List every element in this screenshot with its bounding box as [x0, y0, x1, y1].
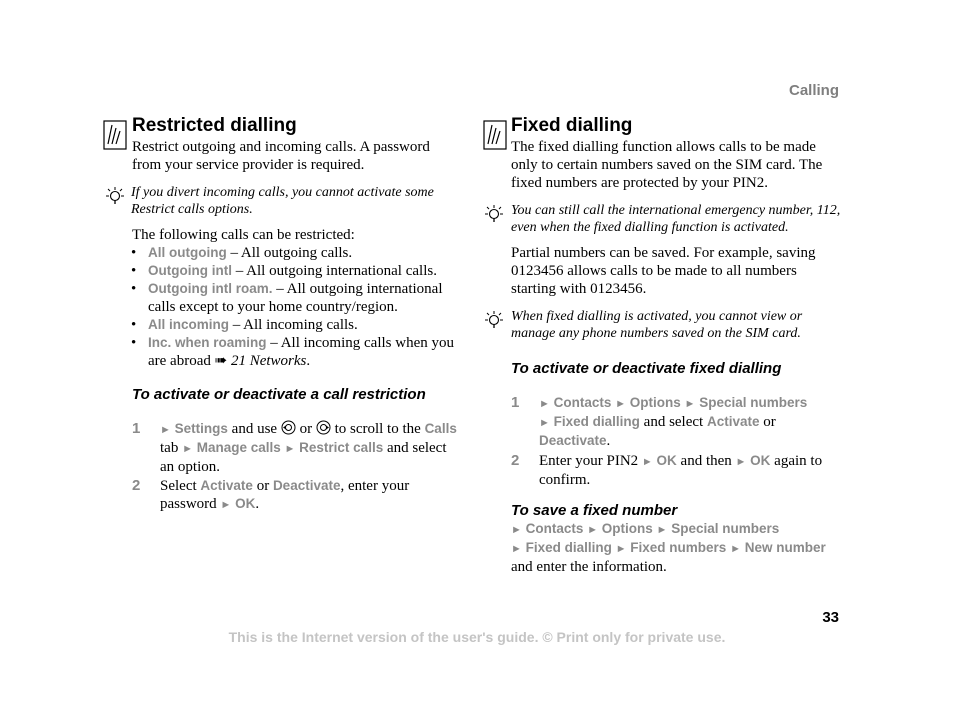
menu-arrow-icon: ► — [511, 543, 522, 555]
restricted-intro: Restrict outgoing and incoming calls. A password from your service provider is required. — [132, 139, 430, 173]
menu-arrow-icon: ► — [730, 543, 741, 555]
page-number: 33 — [822, 609, 839, 626]
subsection-title-call-restriction: To activate or deactivate a call restriction — [132, 386, 426, 403]
menu-arrow-icon: ► — [182, 443, 193, 455]
list-item: • Outgoing intl – All outgoing international calls. — [131, 262, 456, 280]
restriction-list — [131, 244, 456, 370]
menu-arrow-icon: ► — [539, 398, 550, 410]
menu-arrow-icon: ► — [615, 543, 627, 555]
menu-arrow-icon: ► — [539, 417, 550, 429]
cross-reference-link[interactable]: 21 Networks — [230, 353, 307, 369]
running-header: Calling — [788, 82, 839, 99]
step-2: 2 Select Activate or Deactivate, enter your password ► OK. — [132, 477, 410, 512]
partial-numbers-paragraph: Partial numbers can be saved. For example, saving 0123456 allows calls to be made to all numbers starting with 0123456. — [511, 245, 816, 297]
menu-arrow-icon: ► — [615, 398, 627, 410]
phone-menu-icon — [483, 120, 511, 152]
fixed-steps — [511, 394, 843, 489]
menu-arrow-icon: ► — [220, 499, 232, 511]
lightbulb-tip-icon — [104, 186, 126, 213]
fixed-tip-view: When fixed dialling is activated, you cannot view or manage any phone numbers saved on the SIM card. — [511, 309, 803, 341]
fixed-intro: The fixed dialling function allows calls to be made only to certain numbers saved on the SIM card. The fixed numbers are protected by your PIN2. — [511, 139, 823, 191]
lightbulb-tip-icon — [483, 310, 505, 337]
subsection-title-fixed-activate: To activate or deactivate fixed dialling — [511, 360, 782, 377]
save-fixed-instructions: ► Contacts ► Options ► Special numbers ► Fixed dialling ► Fixed numbers ► New number and enter the information. — [511, 521, 826, 575]
list-item: • All incoming – All incoming calls. — [131, 316, 456, 334]
lightbulb-tip-icon — [483, 204, 505, 231]
list-item: • Outgoing intl roam. – All outgoing international calls except to your home country/region. — [131, 280, 456, 316]
restricted-tip: If you divert incoming calls, you cannot activate some Restrict calls options. — [131, 185, 434, 217]
phone-menu-icon — [103, 120, 131, 152]
list-item: • Inc. when roaming – All incoming calls when you are abroad ➠ 21 Networks. — [131, 334, 456, 370]
menu-arrow-icon: ► — [511, 524, 522, 536]
list-item: • All outgoing – All outgoing calls. — [131, 244, 456, 262]
menu-arrow-icon: ► — [656, 524, 668, 536]
section-title-fixed: Fixed dialling — [511, 115, 633, 136]
nav-key-left-icon — [281, 421, 296, 437]
footer-notice: This is the Internet version of the user's guide. © Print only for private use. — [228, 629, 726, 645]
subsection-title-save-fixed: To save a fixed number — [511, 502, 678, 519]
restriction-steps — [132, 420, 457, 514]
list-intro: The following calls can be restricted: — [132, 227, 355, 243]
fixed-tip-emergency: You can still call the international emergency number, 112, even when the fixed dialling function is activated. — [511, 203, 841, 235]
step-1: 1 ► Contacts ► Options ► Special numbers ► Fixed dialling and select Activate or Deactivate. — [511, 394, 808, 449]
menu-arrow-icon: ► — [641, 456, 653, 468]
section-title-restricted: Restricted dialling — [132, 115, 297, 136]
cross-reference-arrow-icon: ➠ — [214, 353, 228, 369]
menu-arrow-icon: ► — [735, 456, 747, 468]
step-1: 1 ► Settings and use or to scroll to the Calls tab ► Manage calls ► Restrict calls and select an option. — [132, 420, 457, 475]
nav-key-right-icon — [316, 421, 331, 437]
menu-arrow-icon: ► — [587, 524, 599, 536]
menu-arrow-icon: ► — [160, 424, 171, 436]
step-2: 2 Enter your PIN2 ► OK and then ► OK again to confirm. — [511, 452, 823, 488]
menu-arrow-icon: ► — [284, 443, 296, 455]
menu-arrow-icon: ► — [684, 398, 696, 410]
